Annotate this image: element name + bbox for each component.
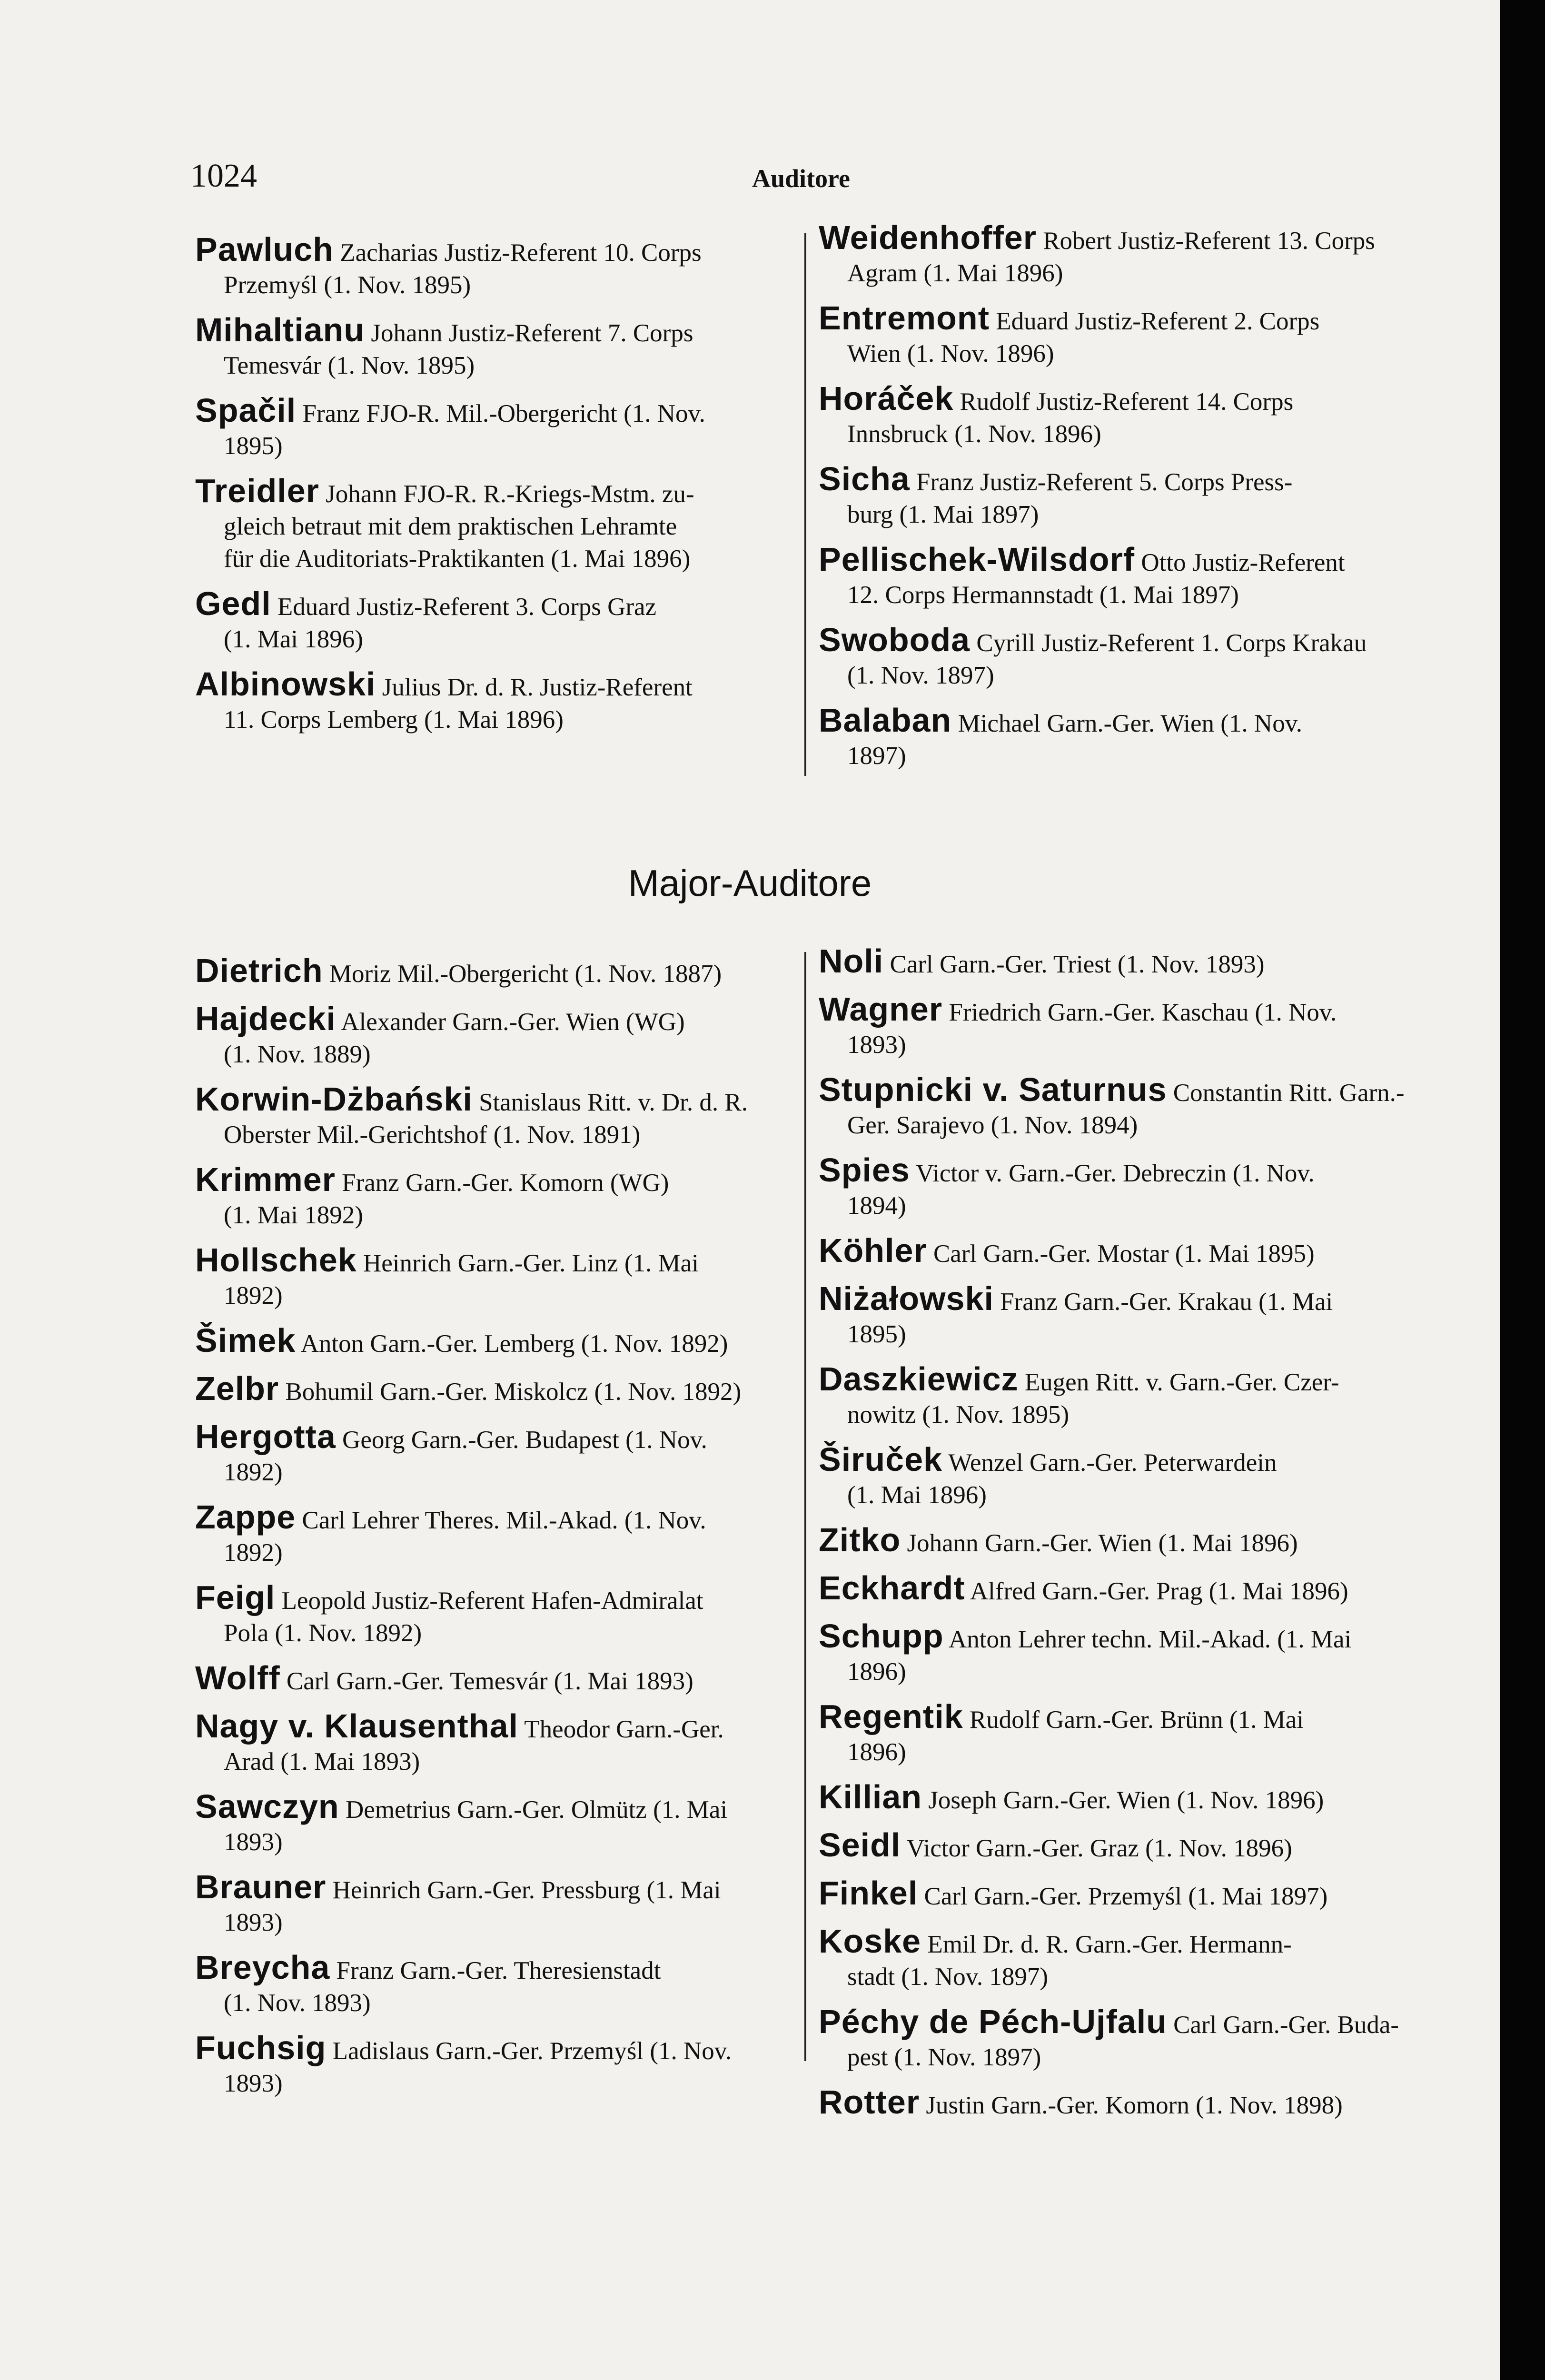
officer-name: Gedl [195, 585, 271, 622]
entry-continuation: nowitz (1. Nov. 1895) [847, 1401, 1070, 1428]
roster-entry [195, 2029, 804, 2100]
officer-name: Albinowski [195, 665, 376, 703]
roster-entry [819, 1282, 1428, 1350]
entry-continuation: 1896) [847, 1738, 906, 1766]
roster-entry [819, 382, 1428, 450]
entry-continuation: Arad (1. Mai 1893) [224, 1748, 420, 1775]
entry-details: Ladislaus Garn.-Ger. Przemyśl (1. Nov. [326, 2037, 732, 2065]
roster-entry [195, 1790, 804, 1858]
entry-continuation: 1896) [847, 1658, 906, 1686]
entry-continuation: (1. Nov. 1893) [224, 1989, 371, 2017]
scan-edge [1500, 0, 1545, 2380]
auditore-left-column [195, 233, 804, 748]
roster-entry [195, 1659, 804, 1697]
entry-details: Rudolf Justiz-Referent 14. Corps [953, 388, 1294, 416]
entry-continuation: 1892) [224, 1282, 283, 1309]
auditore-right-column [819, 221, 1428, 784]
officer-name: Wagner [819, 991, 943, 1028]
roster-entry [195, 1420, 804, 1488]
entry-details: Wenzel Garn.-Ger. Peterwardein [942, 1449, 1277, 1477]
entry-details: Moriz Mil.-Obergericht (1. Nov. 1887) [323, 960, 722, 988]
entry-details: Johann Garn.-Ger. Wien (1. Mai 1896) [901, 1529, 1298, 1557]
officer-name: Brauner [195, 1868, 327, 1905]
entry-details: Franz Garn.-Ger. Krakau (1. Mai [993, 1288, 1333, 1316]
entry-continuation: Wien (1. Nov. 1896) [847, 340, 1054, 367]
entry-details: Emil Dr. d. R. Garn.-Ger. Hermann- [921, 1931, 1292, 1958]
officer-name: Korwin-Dżbański [195, 1081, 473, 1118]
roster-entry [819, 1826, 1428, 1864]
roster-entry [819, 942, 1428, 981]
roster-entry [819, 704, 1428, 772]
officer-name: Swoboda [819, 621, 971, 658]
roster-entry [819, 1443, 1428, 1511]
roster-entry [819, 299, 1428, 370]
officer-name: Entremont [819, 299, 990, 337]
roster-entry [195, 1083, 804, 1151]
entry-details: Constantin Ritt. Garn.- [1167, 1079, 1405, 1107]
roster-entry [819, 1700, 1428, 1768]
entry-continuation: gleich betraut mit dem praktischen Lehramte [224, 513, 677, 540]
entry-details: Carl Garn.-Ger. Przemyśl (1. Mai 1897) [918, 1883, 1328, 1910]
officer-name: Koske [819, 1923, 921, 1960]
roster-entry [819, 2083, 1428, 2122]
officer-name: Seidl [819, 1826, 901, 1864]
entry-continuation: 1893) [847, 1031, 906, 1059]
entry-details: Michael Garn.-Ger. Wien (1. Nov. [951, 710, 1303, 737]
entry-continuation: burg (1. Mai 1897) [847, 501, 1039, 528]
entry-details: Heinrich Garn.-Ger. Linz (1. Mai [357, 1250, 699, 1277]
officer-name: Noli [819, 942, 884, 980]
entry-details: Friedrich Garn.-Ger. Kaschau (1. Nov. [942, 999, 1337, 1026]
roster-entry [819, 221, 1428, 289]
entry-continuation: 1893) [224, 1828, 283, 1856]
roster-entry [195, 394, 804, 462]
officer-name: Killian [819, 1778, 922, 1815]
entry-continuation: 1897) [847, 742, 906, 770]
officer-name: Stupnicki v. Saturnus [819, 1071, 1167, 1108]
roster-entry [195, 472, 804, 575]
roster-entry [195, 954, 804, 990]
roster-entry [819, 1360, 1428, 1431]
officer-name: Fuchsig [195, 2029, 327, 2066]
officer-name: Eckhardt [819, 1569, 965, 1606]
entry-continuation: (1. Nov. 1889) [224, 1041, 371, 1068]
entry-continuation: Temesvár (1. Nov. 1895) [224, 352, 475, 379]
entry-details: Franz Garn.-Ger. Komorn (WG) [335, 1169, 669, 1197]
entry-details: Leopold Justiz-Referent Hafen-Admiralat [275, 1587, 703, 1615]
officer-name: Zappe [195, 1498, 296, 1536]
entry-details: Anton Lehrer techn. Mil.-Akad. (1. Mai [943, 1626, 1352, 1653]
officer-name: Daszkiewicz [819, 1360, 1019, 1398]
entry-continuation: 1893) [224, 1909, 283, 1936]
entry-continuation: 1894) [847, 1192, 906, 1220]
officer-name: Zitko [819, 1521, 901, 1558]
entry-details: Stanislaus Ritt. v. Dr. d. R. [472, 1089, 748, 1116]
roster-entry [819, 1151, 1428, 1222]
entry-details: Victor v. Garn.-Ger. Debreczin (1. Nov. [910, 1160, 1315, 1187]
roster-entry [195, 1372, 804, 1408]
entry-details: Johann FJO-R. R.-Kriegs-Mstm. zu- [319, 480, 694, 508]
entry-details: Eduard Justiz-Referent 3. Corps Graz [271, 593, 657, 621]
page-header [190, 157, 1428, 205]
officer-name: Péchy de Péch-Ujfalu [819, 2003, 1167, 2040]
entry-continuation: Ger. Sarajevo (1. Nov. 1894) [847, 1111, 1138, 1139]
roster-entry [819, 1521, 1428, 1559]
officer-name: Pawluch [195, 231, 334, 268]
roster-entry [195, 233, 804, 301]
roster-entry [195, 587, 804, 655]
entry-continuation: 12. Corps Hermannstadt (1. Mai 1897) [847, 581, 1239, 609]
officer-name: Spačil [195, 392, 297, 429]
officer-name: Köhler [819, 1232, 927, 1269]
entry-details: Victor Garn.-Ger. Graz (1. Nov. 1896) [901, 1835, 1292, 1862]
officer-name: Balaban [819, 702, 952, 739]
running-title: Auditore [752, 164, 851, 193]
roster-entry [819, 1073, 1428, 1141]
entry-details: Alfred Garn.-Ger. Prag (1. Mai 1896) [965, 1577, 1348, 1605]
officer-name: Breycha [195, 1949, 330, 1986]
entry-continuation: (1. Mai 1896) [224, 625, 363, 653]
section-title: Major-Auditore [628, 862, 872, 904]
officer-name: Širuček [819, 1441, 942, 1478]
entry-details: Franz Garn.-Ger. Theresienstadt [330, 1957, 661, 1984]
roster-entry [819, 621, 1428, 692]
officer-name: Pellischek-Wilsdorf [819, 541, 1135, 578]
officer-name: Sawczyn [195, 1788, 339, 1825]
officer-name: Feigl [195, 1579, 276, 1616]
entry-continuation: 1893) [224, 2070, 283, 2097]
officer-name: Hajdecki [195, 1000, 336, 1037]
officer-name: Hollschek [195, 1241, 357, 1279]
officer-name: Finkel [819, 1874, 918, 1912]
roster-entry [195, 1163, 804, 1231]
entry-details: Franz FJO-R. Mil.-Obergericht (1. Nov. [296, 400, 705, 427]
column-rule [804, 952, 806, 2061]
page-number: 1024 [190, 158, 257, 194]
entry-details: Carl Garn.-Ger. Mostar (1. Mai 1895) [927, 1240, 1315, 1268]
entry-continuation: Pola (1. Nov. 1892) [224, 1619, 422, 1647]
entry-details: Carl Garn.-Ger. Triest (1. Nov. 1893) [883, 951, 1265, 978]
entry-details: Eduard Justiz-Referent 2. Corps [990, 307, 1320, 335]
officer-name: Hergotta [195, 1418, 336, 1455]
entry-continuation: 11. Corps Lemberg (1. Mai 1896) [224, 706, 564, 734]
roster-entry [195, 1324, 804, 1360]
entry-continuation: 1892) [224, 1458, 283, 1486]
column-rule [804, 233, 806, 776]
entry-continuation: 1895) [224, 432, 283, 460]
roster-entry [819, 1617, 1428, 1688]
roster-entry [195, 1707, 804, 1778]
officer-name: Zelbr [195, 1370, 279, 1407]
entry-details: Theodor Garn.-Ger. [518, 1716, 724, 1743]
roster-entry [195, 311, 804, 382]
entry-details: Bohumil Garn.-Ger. Miskolcz (1. Nov. 1892) [279, 1378, 742, 1406]
major-auditore-right-column [819, 942, 1428, 2134]
entry-details: Demetrius Garn.-Ger. Olmütz (1. Mai [339, 1796, 728, 1824]
entry-continuation: (1. Mai 1892) [224, 1201, 363, 1229]
roster-entry [819, 460, 1428, 531]
officer-name: Schupp [819, 1617, 944, 1655]
roster-entry [195, 1581, 804, 1649]
entry-continuation: (1. Mai 1896) [847, 1481, 987, 1509]
roster-entry [819, 1925, 1428, 1993]
entry-details: Franz Justiz-Referent 5. Corps Press- [910, 468, 1293, 496]
roster-entry [819, 1874, 1428, 1913]
entry-details: Georg Garn.-Ger. Budapest (1. Nov. [336, 1426, 707, 1454]
roster-entry [819, 543, 1428, 611]
entry-details: Carl Garn.-Ger. Temesvár (1. Mai 1893) [280, 1667, 693, 1695]
officer-name: Treidler [195, 472, 319, 509]
roster-entry [819, 1569, 1428, 1607]
entry-details: Carl Garn.-Ger. Buda- [1167, 2011, 1399, 2039]
entry-details: Joseph Garn.-Ger. Wien (1. Nov. 1896) [922, 1786, 1324, 1814]
officer-name: Mihaltianu [195, 311, 365, 348]
officer-name: Krimmer [195, 1161, 336, 1198]
entry-continuation: Oberster Mil.-Gerichtshof (1. Nov. 1891) [224, 1121, 641, 1149]
entry-details: Zacharias Justiz-Referent 10. Corps [333, 239, 702, 267]
officer-name: Šimek [195, 1322, 296, 1359]
entry-details: Robert Justiz-Referent 13. Corps [1036, 227, 1375, 255]
officer-name: Nagy v. Klausenthal [195, 1707, 519, 1745]
entry-details: Cyrill Justiz-Referent 1. Corps Krakau [970, 629, 1367, 657]
entry-continuation: Przemyśl (1. Nov. 1895) [224, 271, 471, 299]
entry-details: Heinrich Garn.-Ger. Pressburg (1. Mai [326, 1876, 721, 1904]
entry-continuation: 1895) [847, 1320, 906, 1348]
entry-continuation: stadt (1. Nov. 1897) [847, 1963, 1048, 1991]
entry-continuation: für die Auditoriats-Praktikanten (1. Mai 1896) [224, 545, 691, 573]
entry-details: Carl Lehrer Theres. Mil.-Akad. (1. Nov. [296, 1507, 706, 1534]
roster-entry [819, 1234, 1428, 1270]
roster-entry [195, 1951, 804, 2019]
roster-entry [819, 1778, 1428, 1816]
entry-details: Alexander Garn.-Ger. Wien (WG) [336, 1008, 685, 1036]
officer-name: Rotter [819, 2083, 920, 2121]
entry-details: Julius Dr. d. R. Justiz-Referent [376, 674, 693, 701]
officer-name: Sicha [819, 460, 910, 497]
officer-name: Niżałowski [819, 1280, 994, 1317]
officer-name: Horáček [819, 380, 954, 417]
officer-name: Regentik [819, 1698, 963, 1735]
entry-details: Anton Garn.-Ger. Lemberg (1. Nov. 1892) [296, 1330, 728, 1358]
entry-details: Rudolf Garn.-Ger. Brünn (1. Mai [963, 1706, 1304, 1734]
roster-entry [195, 665, 804, 736]
entry-continuation: 1892) [224, 1539, 283, 1567]
roster-entry [195, 1498, 804, 1569]
entry-continuation: Innsbruck (1. Nov. 1896) [847, 420, 1101, 448]
roster-entry [195, 1868, 804, 1939]
roster-entry [819, 2005, 1428, 2073]
entry-details: Johann Justiz-Referent 7. Corps [365, 319, 693, 347]
entry-details: Otto Justiz-Referent [1135, 549, 1345, 576]
entry-continuation: pest (1. Nov. 1897) [847, 2043, 1041, 2071]
officer-name: Wolff [195, 1659, 280, 1696]
officer-name: Dietrich [195, 952, 323, 989]
major-auditore-left-column [195, 954, 804, 2112]
entry-details: Eugen Ritt. v. Garn.-Ger. Czer- [1018, 1368, 1339, 1396]
entry-details: Justin Garn.-Ger. Komorn (1. Nov. 1898) [920, 2092, 1343, 2119]
roster-entry [195, 1002, 804, 1071]
roster-entry [195, 1241, 804, 1312]
roster-entry [819, 993, 1428, 1061]
entry-continuation: Agram (1. Mai 1896) [847, 259, 1063, 287]
entry-continuation: (1. Nov. 1897) [847, 662, 994, 689]
officer-name: Spies [819, 1151, 910, 1189]
officer-name: Weidenhoffer [819, 219, 1037, 256]
